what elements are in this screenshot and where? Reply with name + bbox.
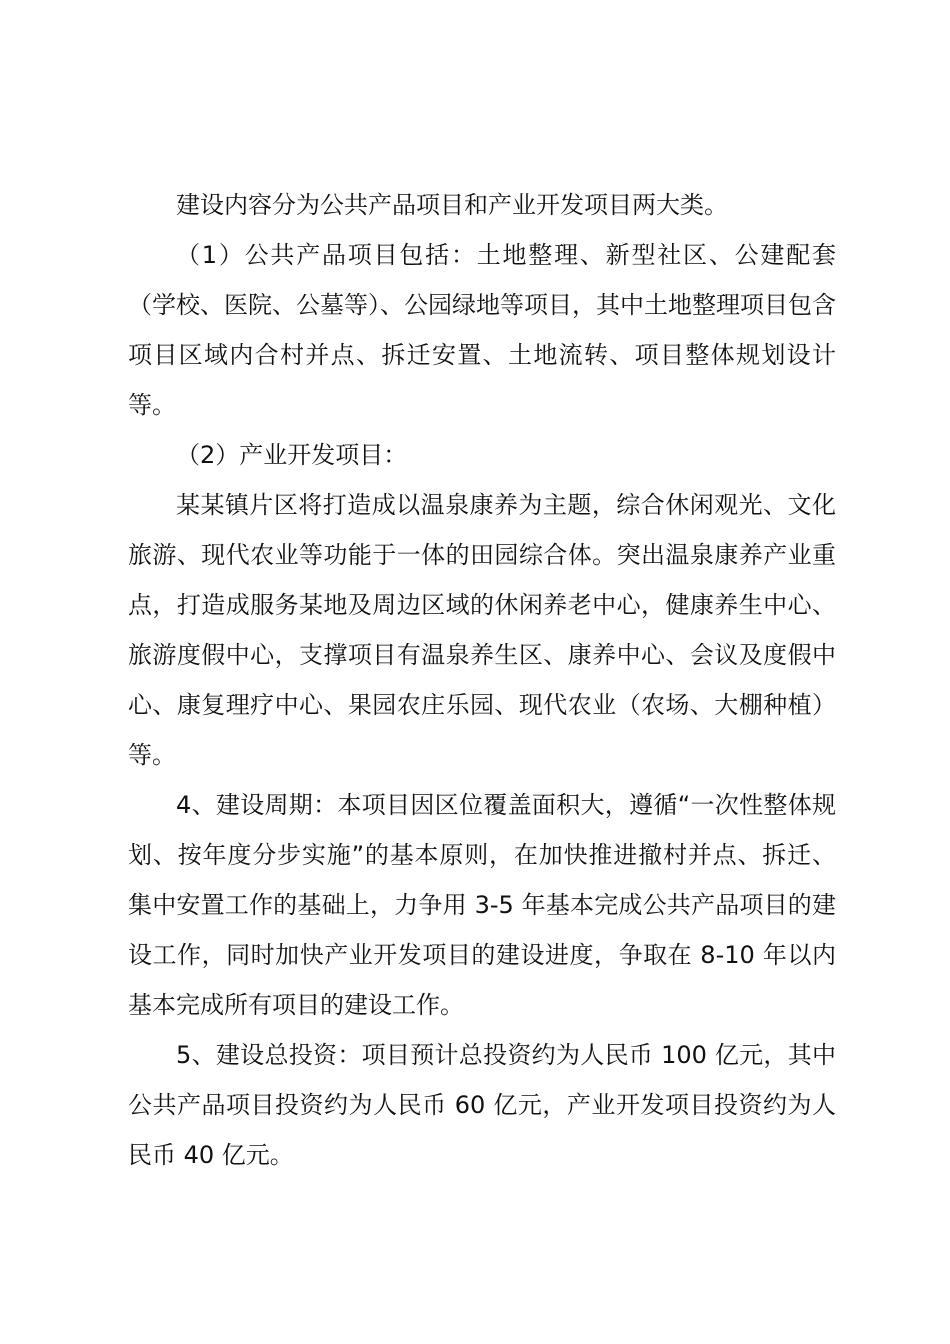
- document-body: [128, 180, 836, 1180]
- paragraph-public-products: （1）公共产品项目包括：土地整理、新型社区、公建配套（学校、医院、公墓等）、公园绿地等项目，其中土地整理项目包含项目区域内合村并点、拆迁安置、土地流转、项目整体规划设计等。: [128, 241, 836, 419]
- paragraph-construction-period: 4、建设周期：本项目因区位覆盖面积大，遵循“一次性整体规划、按年度分步实施”的基本原则，在加快推进撤村并点、拆迁、集中安置工作的基础上，力争用 3-5 年基本完成公共产品项目的建设工作，同时加快产业开发项目的建设进度，争取在 8-10 年以内基本完成所有项目的建设工作。: [128, 791, 836, 1019]
- paragraph-industry-description: 某某镇片区将打造成以温泉康养为主题，综合休闲观光、文化旅游、现代农业等功能于一体的田园综合体。突出温泉康养产业重点，打造成服务某地及周边区域的休闲养老中心，健康养生中心、旅游度假中心，支撑项目有温泉养生区、康养中心、会议及度假中心、康复理疗中心、果园农庄乐园、现代农业（农场、大棚种植）等。: [128, 491, 836, 769]
- paragraph-total-investment: 5、建设总投资：项目预计总投资约为人民币 100 亿元，其中公共产品项目投资约为人民币 60 亿元，产业开发项目投资约为人民币 40 亿元。: [128, 1041, 836, 1169]
- paragraph-industry-heading: （2）产业开发项目：: [176, 441, 408, 469]
- paragraph-construction-content: 建设内容分为公共产品项目和产业开发项目两大类。: [176, 191, 728, 219]
